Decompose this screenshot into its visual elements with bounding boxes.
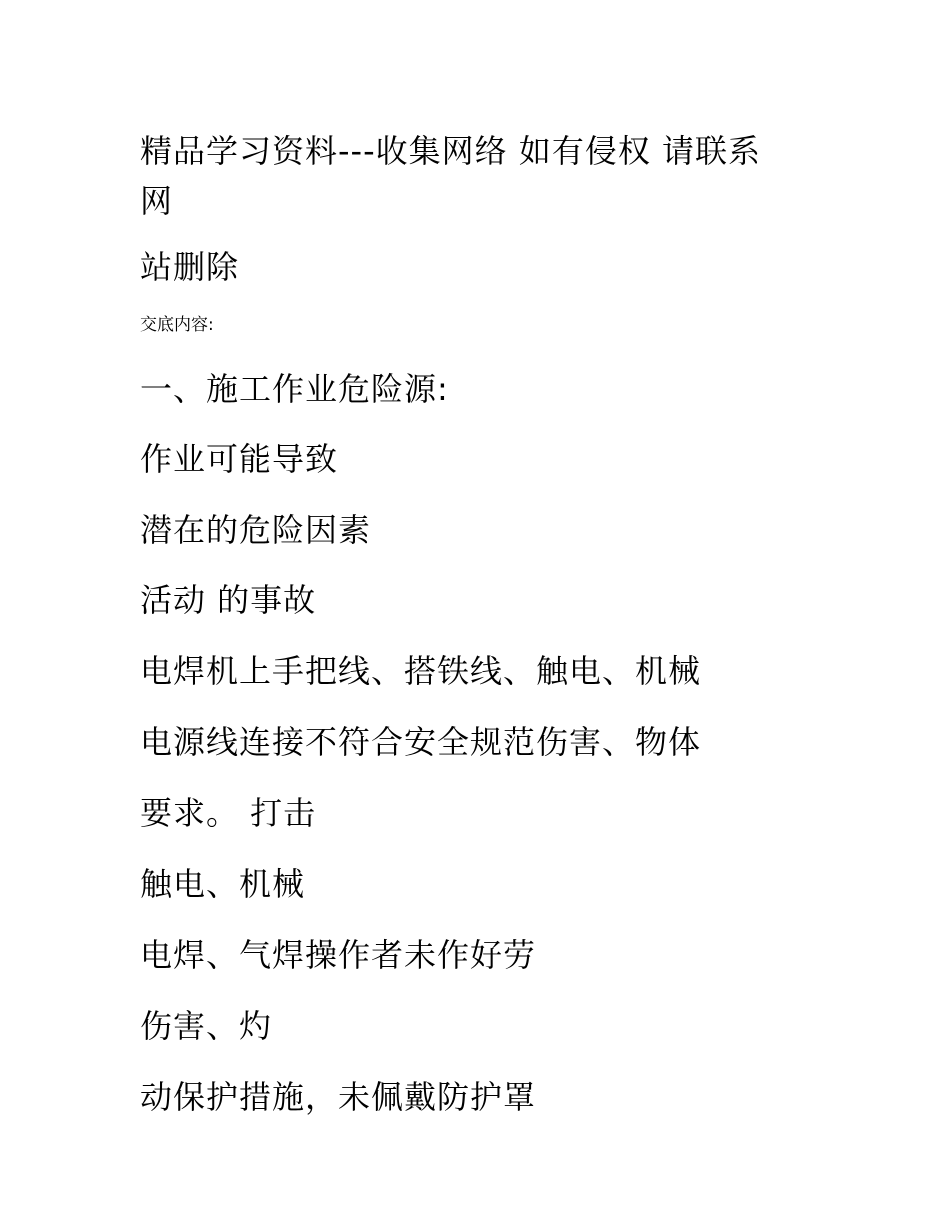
text-row: 电焊机上手把线、搭铁线、触电、机械	[140, 652, 702, 690]
text-row: 活动 的事故	[140, 581, 317, 619]
title-line-2: 网	[140, 182, 174, 220]
text-row: 潜在的危险因素	[140, 511, 372, 549]
document-subtitle: 站删除	[140, 248, 240, 286]
text-row: 电源线连接不符合安全规范伤害、物体	[140, 723, 702, 761]
document-title	[140, 126, 820, 226]
text-row: 电焊、气焊操作者未作好劳	[140, 936, 537, 974]
text-row: 动保护措施，未佩戴防护罩	[140, 1078, 537, 1116]
text-row: 触电、机械	[140, 865, 306, 903]
text-row: 作业可能导致	[140, 440, 339, 478]
text-row: 伤害、灼	[140, 1007, 273, 1045]
section-label: 交底内容:	[140, 315, 214, 335]
title-line-1: 精品学习资料---收集网络 如有侵权 请联系	[140, 132, 761, 170]
section-heading: 一、施工作业危险源:	[140, 370, 449, 408]
text-row: 要求。 打击	[140, 794, 317, 832]
